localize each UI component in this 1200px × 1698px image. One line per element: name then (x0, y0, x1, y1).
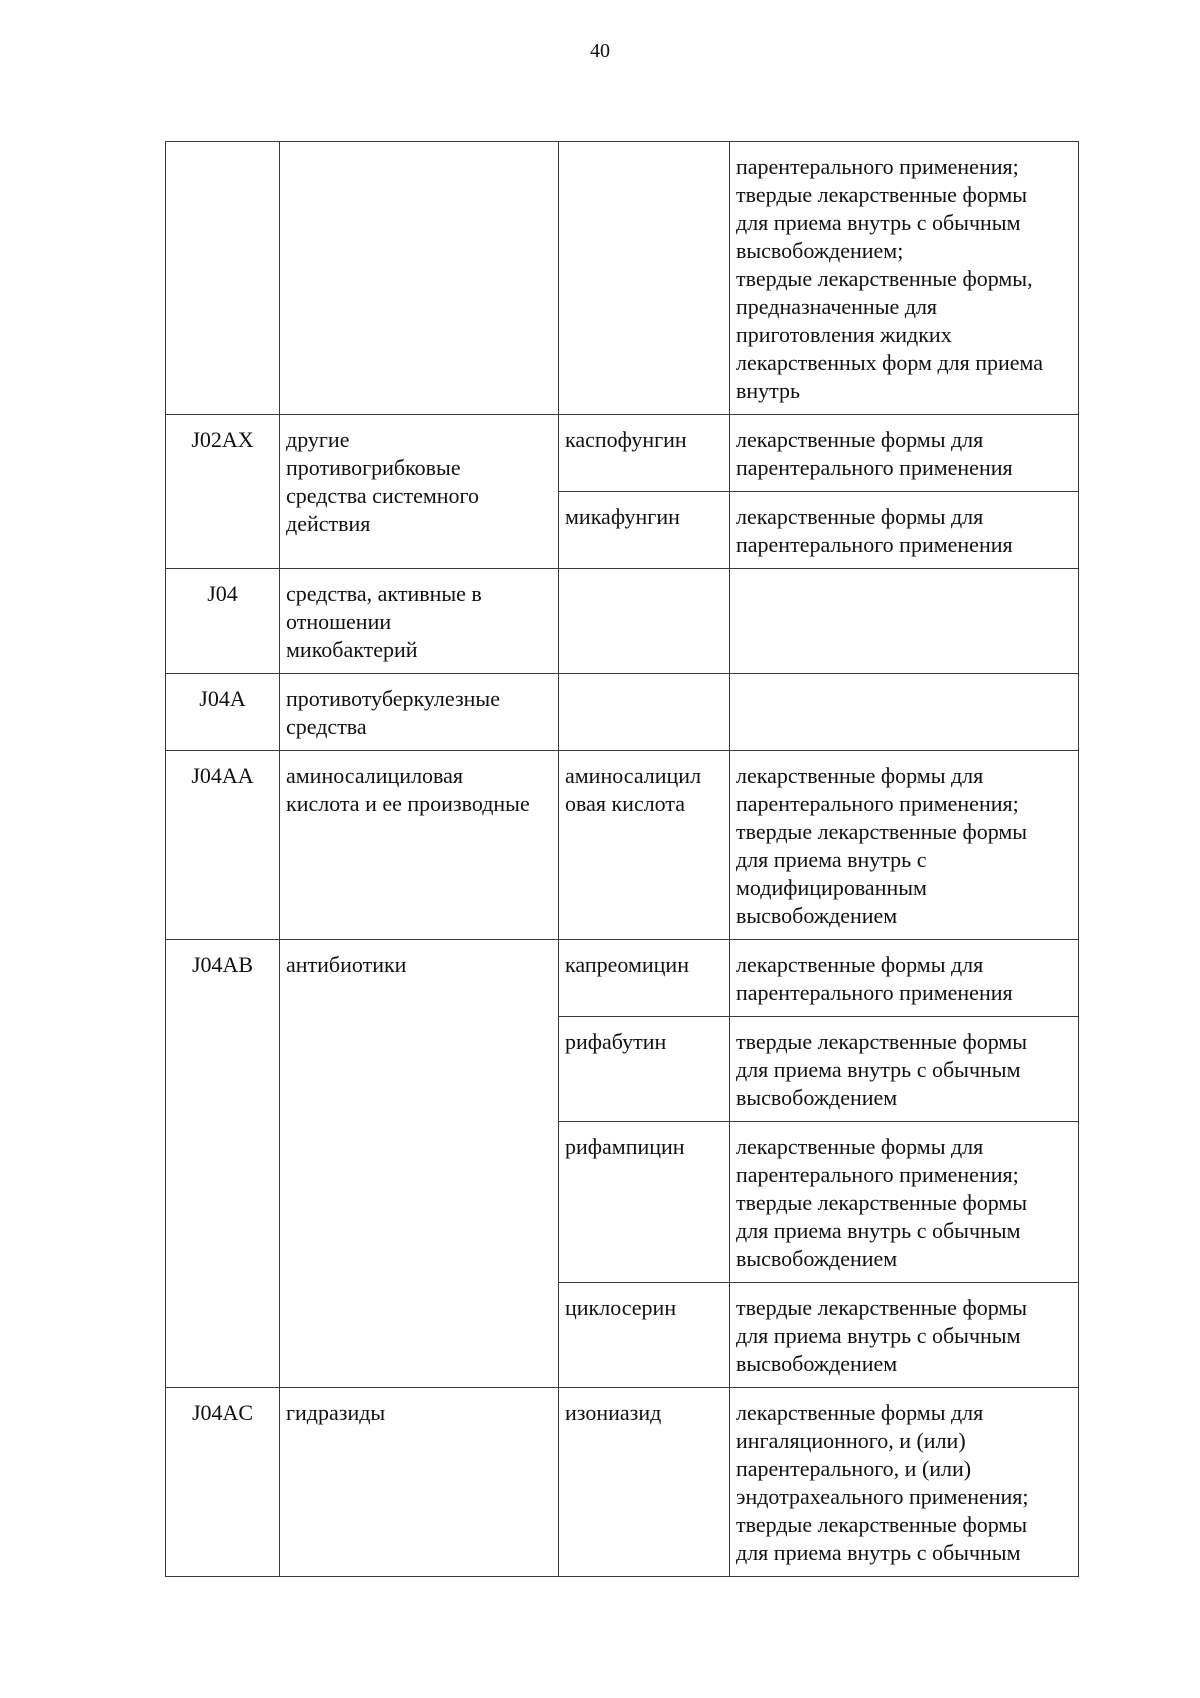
drug-cell: циклосерин (559, 1283, 730, 1388)
table-row (166, 142, 1079, 415)
dosage-form-cell: лекарственные формы для парентерального применения; твердые лекарственные формы для приема внутрь с обычным высвобождением (730, 1122, 1079, 1283)
atc-code-cell: J04AB (166, 940, 280, 1388)
group-cell (280, 142, 559, 415)
dosage-form-cell (730, 674, 1079, 751)
drug-cell (559, 142, 730, 415)
atc-code-cell (166, 142, 280, 415)
drug-table (165, 141, 1079, 1577)
atc-code-cell: J04AA (166, 751, 280, 940)
table-row (166, 751, 1079, 940)
drug-cell (559, 674, 730, 751)
drug-cell: микафунгин (559, 492, 730, 569)
group-cell: другие противогрибковые средства системного действия (280, 415, 559, 569)
atc-code-cell: J04A (166, 674, 280, 751)
dosage-form-cell: твердые лекарственные формы для приема внутрь с обычным высвобождением (730, 1283, 1079, 1388)
dosage-form-cell: лекарственные формы для парентерального применения (730, 415, 1079, 492)
drug-cell: капреомицин (559, 940, 730, 1017)
table-row (166, 940, 1079, 1017)
dosage-form-cell: парентерального применения; твердые лекарственные формы для приема внутрь с обычным высвобождением; твердые лекарственные формы, предназначенные для приготовления жидких лекарственных форм для приема внутрь (730, 142, 1079, 415)
table-row (166, 569, 1079, 674)
page-number: 40 (590, 40, 610, 62)
table-row (166, 674, 1079, 751)
drug-cell (559, 569, 730, 674)
dosage-form-cell: твердые лекарственные формы для приема внутрь с обычным высвобождением (730, 1017, 1079, 1122)
drug-cell: каспофунгин (559, 415, 730, 492)
group-cell: аминосалициловая кислота и ее производные (280, 751, 559, 940)
atc-code-cell: J04 (166, 569, 280, 674)
drug-cell: рифампицин (559, 1122, 730, 1283)
dosage-form-cell: лекарственные формы для парентерального применения (730, 940, 1079, 1017)
table-row (166, 1388, 1079, 1577)
dosage-form-cell: лекарственные формы для парентерального применения; твердые лекарственные формы для приема внутрь с модифицированным высвобождением (730, 751, 1079, 940)
group-cell: средства, активные в отношении микобактерий (280, 569, 559, 674)
dosage-form-cell: лекарственные формы для ингаляционного, и (или) парентерального, и (или) эндотрахеального применения; твердые лекарственные формы для приема внутрь с обычным (730, 1388, 1079, 1577)
atc-code-cell: J04AC (166, 1388, 280, 1577)
group-cell: антибиотики (280, 940, 559, 1388)
atc-code-cell: J02AX (166, 415, 280, 569)
group-cell: противотуберкулезные средства (280, 674, 559, 751)
drug-cell: рифабутин (559, 1017, 730, 1122)
drug-cell: изониазид (559, 1388, 730, 1577)
group-cell: гидразиды (280, 1388, 559, 1577)
table-row (166, 415, 1079, 492)
dosage-form-cell (730, 569, 1079, 674)
drug-cell: аминосалицил овая кислота (559, 751, 730, 940)
dosage-form-cell: лекарственные формы для парентерального применения (730, 492, 1079, 569)
